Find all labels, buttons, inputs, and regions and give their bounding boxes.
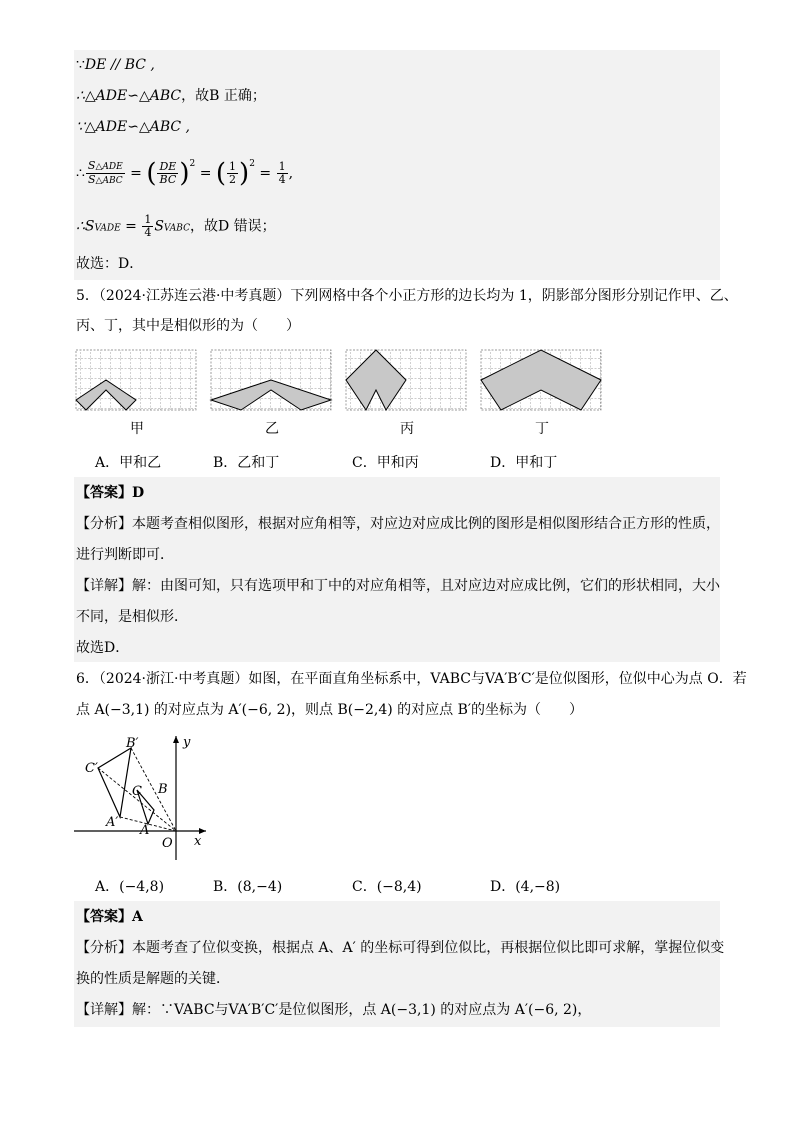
grid-bing — [346, 350, 466, 410]
prev-line-1: ∵DE // BC , — [76, 57, 155, 73]
q5-stem-1: 5．（2024·江苏连云港·中考真题）下列网格中各个小正方形的边长均为 1，阴影部分图形分别记作甲、乙、 — [76, 288, 738, 304]
q5-option-d[interactable]: D．甲和丁 — [490, 455, 558, 471]
q6-option-b[interactable]: B．(8,−4) — [213, 879, 283, 895]
grid-ding — [481, 350, 601, 410]
label-A: A — [140, 823, 150, 838]
q6-coordinate-figure — [0, 730, 794, 870]
q6-analysis-2: 换的性质是解题的关键． — [76, 971, 230, 987]
prev-line-3: ∵△ADE∽△ABC , — [76, 119, 190, 135]
grid-jia — [76, 350, 196, 410]
q6-analysis-1: 【分析】本题考查了位似变换，根据点 A、A′ 的坐标可得到位似比，再根据位似比即可求解，掌握位似变 — [76, 940, 725, 956]
grid-yi — [211, 350, 331, 410]
prev-line-6: 故选：D． — [76, 256, 144, 272]
label-Cp: C′ — [85, 761, 98, 776]
q6-stem-1: 6．（2024·浙江·中考真题）如图，在平面直角坐标系中，VABC与VA′B′C′是位似图形，位似中心为点 O．若 — [76, 671, 747, 687]
prev-line-5: ∴SVADE = $\frac{1}{4}$ SVABC，故D 错误； — [76, 213, 276, 239]
caption-bing: 丙 — [400, 421, 414, 437]
q6-option-d[interactable]: D．(4,−8) — [490, 879, 561, 895]
q6-option-c[interactable]: C．(−8,4) — [352, 879, 422, 895]
label-x: x — [194, 834, 202, 849]
q5-option-c[interactable]: C．甲和丙 — [352, 455, 419, 471]
q5-detail-3: 故选D． — [76, 640, 130, 656]
label-Bp: B′ — [126, 736, 139, 751]
q6-answer: 【答案】A — [76, 909, 143, 925]
caption-ding: 丁 — [535, 421, 549, 437]
q5-detail-1: 【详解】解：由图可知，只有选项甲和丁中的对应角相等，且对应边对应成比例，它们的形状相同，大小 — [76, 578, 720, 594]
label-C: C — [132, 784, 142, 799]
q5-option-a[interactable]: A．甲和乙 — [95, 455, 162, 471]
prev-line-2: ∴△ADE∽△ABC，故B 正确； — [76, 88, 266, 104]
q5-option-b[interactable]: B．乙和丁 — [213, 455, 280, 471]
q6-stem-2: 点 A(−3,1) 的对应点为 A′(−6, 2)，则点 B(−2,4) 的对应点 B′的坐标为（ ） — [76, 702, 584, 718]
q5-answer: 【答案】D — [76, 485, 145, 501]
prev-line-4: ∴ $\frac{\text{S△ADE}}{\text{S△ABC}}$ = ( $\frac{DE}{BC}$ )$^2$ = ( $\frac{1}{2}$ )$^2$ = $\frac{1}{4}$ , — [76, 158, 294, 189]
q5-analysis-1: 【分析】本题考查相似图形，根据对应角相等，对应边对应成比例的图形是相似图形结合正方形的性质， — [76, 516, 720, 532]
q5-analysis-2: 进行判断即可． — [76, 547, 174, 563]
solution-block-q5 — [74, 477, 720, 662]
label-Ap: A′ — [106, 815, 119, 830]
label-B: B — [158, 782, 168, 797]
caption-jia: 甲 — [130, 421, 144, 437]
q5-detail-2: 不同，是相似形． — [76, 609, 188, 625]
q5-grid-figures — [0, 348, 794, 438]
label-y: y — [183, 735, 191, 750]
q5-stem-2: 丙、丁，其中是相似形的为（ ） — [76, 318, 300, 334]
caption-yi: 乙 — [265, 421, 279, 437]
q6-option-a[interactable]: A．(−4,8) — [95, 879, 165, 895]
q6-detail-1: 【详解】解：∵VABC与VA′B′C′是位似图形，点 A(−3,1) 的对应点为 A′(−6, 2)， — [76, 1002, 592, 1018]
label-O: O — [162, 836, 173, 851]
